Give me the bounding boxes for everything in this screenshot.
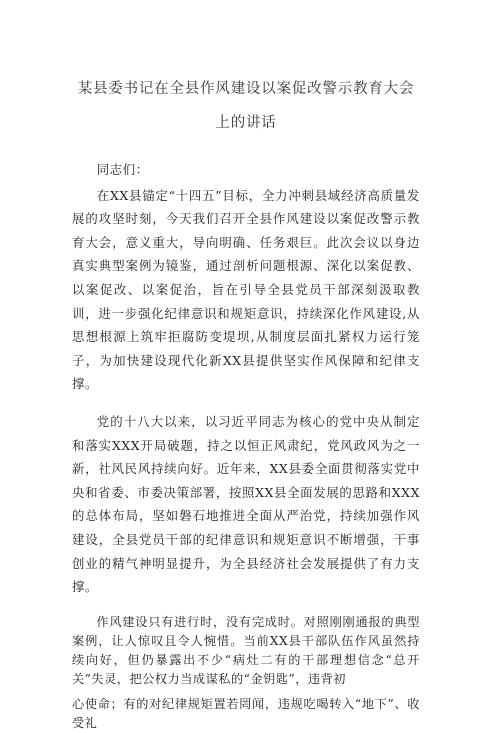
paragraph-2: 党的十八大以来，以习近平同志为核心的党中央从制定和落实XXX开局破题，持之以恒正风肃纪，党风政风为之一新，社风民风持续向好。近年来，XX县委全面贯彻落实党中央和省委、市委决策部署，按照XX县全面发展的思路和XXX的总体布局，坚如磐石地推进全面从严治党，持续加强作风建设，全县党员干部的纪律意识和规矩意识不断增强，干事创业的精气神明显提升，为全县经济社会发展提供了有力支撑。 xyxy=(72,413,420,595)
paragraph-1: 在XX县锚定“十四五”目标，全力冲刺县域经济高质量发展的攻坚时刻，今天我们召开全县作风建设以案促改警示教育大会，意义重大，导向明确、任务艰巨。此次会议以身边真实典型案例为镜鉴，通过剖析问题根源、深化以案促教、以案促改、以案促治，旨在引导全县党员干部深刻汲取教训，进一步强化纪律意识和规矩意识，持续深化作风建设,从思想根源上筑牢拒腐防变堤坝,从制度层面扎紧权力运行笼子，为加快建设现代化新XX县提供坚实作风保障和纪律支撑。 xyxy=(72,187,420,392)
paragraph-3: 作风建设只有进行时，没有完成时。对照刚刚通报的典型案例，让人惊叹且令人惋惜。当前XX县干部队伍作风虽然持续向好，但仍暴露出不少“病灶二有的干部理想信念“总开关”失灵，把公权力当成谋私的“金钥匙”，违背初 xyxy=(72,614,420,686)
salutation: 同志们： xyxy=(96,162,149,177)
document-title: 某县委书记在全县作风建设以案促改警示教育大会上的讲话 xyxy=(77,81,415,131)
paragraph-4-continued: 心使命；有的对纪律规矩置若罔闻，违规吃喝转入“地下”、收受礼 xyxy=(72,696,420,730)
document-body xyxy=(72,158,420,733)
